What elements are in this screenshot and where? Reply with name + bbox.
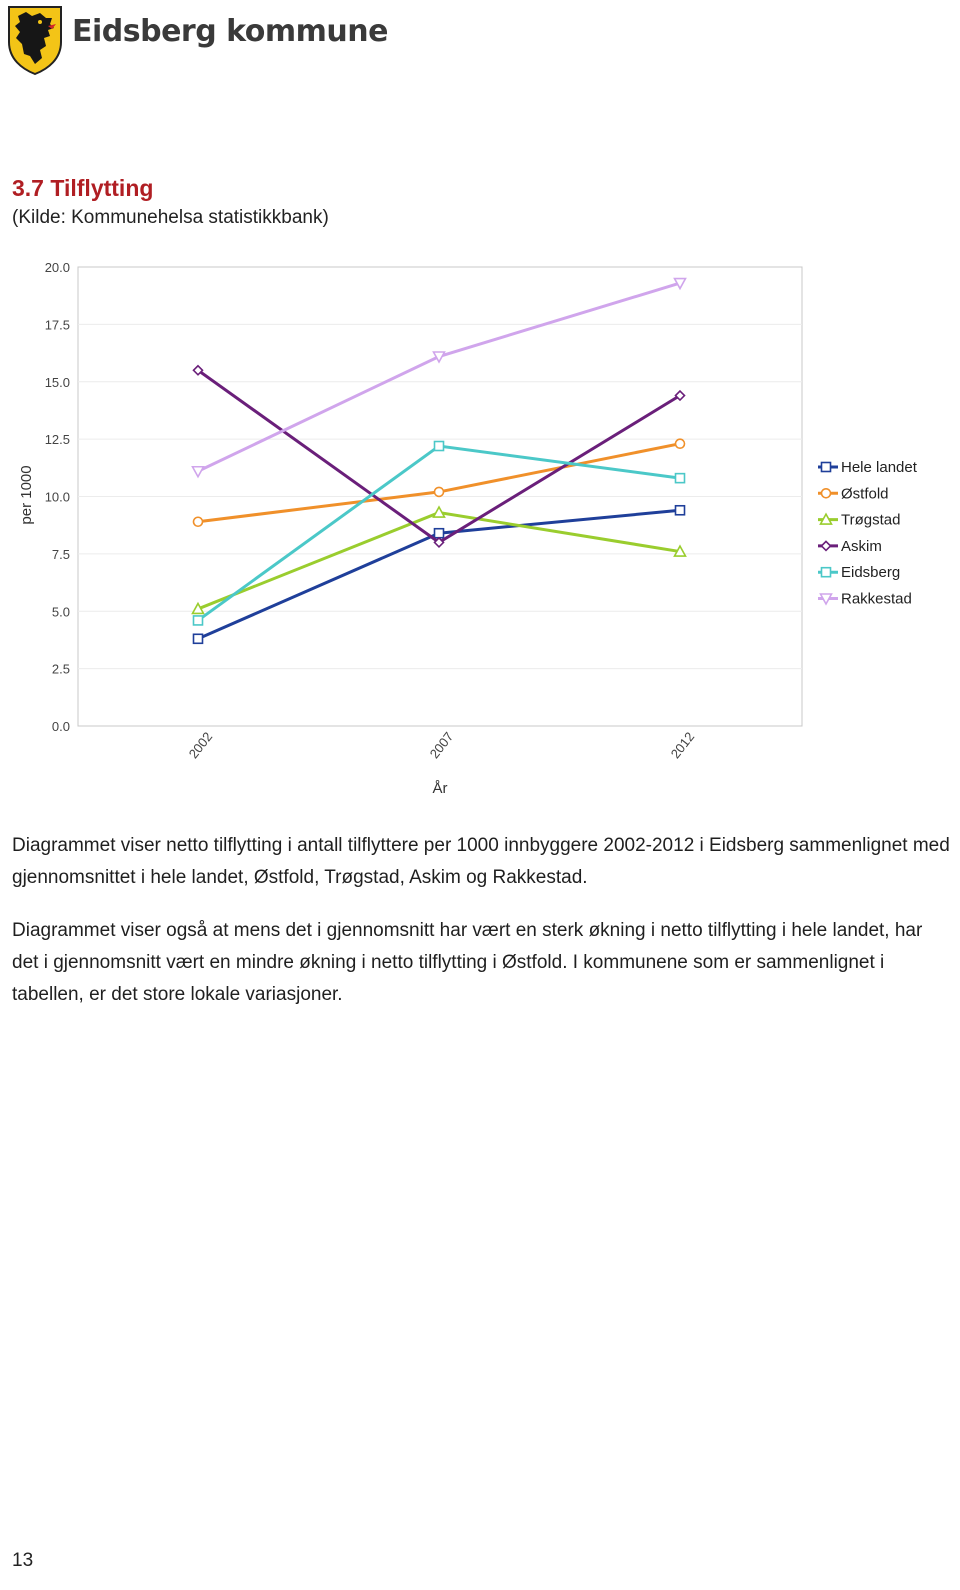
x-tick-label: 2012 <box>667 729 698 762</box>
source-note: (Kilde: Kommunehelsa statistikkbank) <box>12 207 329 228</box>
legend-item <box>818 485 889 502</box>
line-chart <box>0 255 960 815</box>
data-point <box>194 616 203 625</box>
legend-label: Trøgstad <box>841 511 901 529</box>
org-name: Eidsberg kommune <box>72 14 388 49</box>
data-point <box>435 487 444 496</box>
y-tick-label: 5.0 <box>51 604 70 620</box>
y-tick-label: 12.5 <box>44 432 70 448</box>
y-axis-label: per 1000 <box>18 465 35 525</box>
legend-marker <box>822 568 831 577</box>
page-number: 13 <box>12 1550 34 1571</box>
legend-label: Eidsberg <box>841 564 901 582</box>
legend-marker <box>822 489 831 498</box>
legend-item <box>818 512 900 529</box>
legend-item <box>818 538 882 555</box>
y-tick-label: 0.0 <box>51 719 70 734</box>
body-paragraph-1: Diagrammet viser netto tilflytting i antall tilflyttere per 1000 innbyggere 2002-2012 i Eidsberg sammenlignet med gjennomsnittet i hele landet, Østfold, Trøgstad, Askim og Rakkestad. <box>12 835 950 888</box>
legend-label: Østfold <box>841 485 889 503</box>
legend-label: Hele landet <box>841 459 917 476</box>
legend-label: Rakkestad <box>841 590 912 608</box>
data-point <box>194 634 203 643</box>
legend-marker <box>822 541 831 550</box>
data-point <box>676 474 685 483</box>
legend-item <box>818 564 900 581</box>
data-point <box>676 506 685 515</box>
data-point <box>435 529 444 538</box>
legend-item <box>818 459 918 476</box>
legend-marker <box>822 463 831 472</box>
section-title: 3.7 Tilflytting <box>12 175 154 201</box>
y-tick-label: 10.0 <box>44 489 70 505</box>
x-tick-label: 2007 <box>426 729 457 762</box>
page-header <box>6 4 406 78</box>
y-tick-label: 15.0 <box>44 374 70 390</box>
legend-label: Askim <box>841 537 882 555</box>
y-tick-label: 20.0 <box>44 260 70 275</box>
data-point <box>676 439 685 448</box>
y-tick-label: 2.5 <box>51 661 70 677</box>
data-point <box>435 442 444 451</box>
crest-bear-icon <box>6 4 64 76</box>
legend-item <box>818 591 912 608</box>
body-paragraph-2: Diagrammet viser også at mens det i gjennomsnitt har vært en sterk økning i netto tilflytting i hele landet, har det i gjennomsnitt vært en mindre økning i netto tilflytting i Østfold. I kommunene som er sammenlignet i tabellen, er det store lokale variasjoner. <box>12 920 923 1005</box>
y-tick-label: 17.5 <box>44 317 70 333</box>
data-point <box>194 517 203 526</box>
x-axis-label: År <box>432 780 448 797</box>
y-tick-label: 7.5 <box>51 546 70 562</box>
x-tick-label: 2002 <box>185 729 216 762</box>
